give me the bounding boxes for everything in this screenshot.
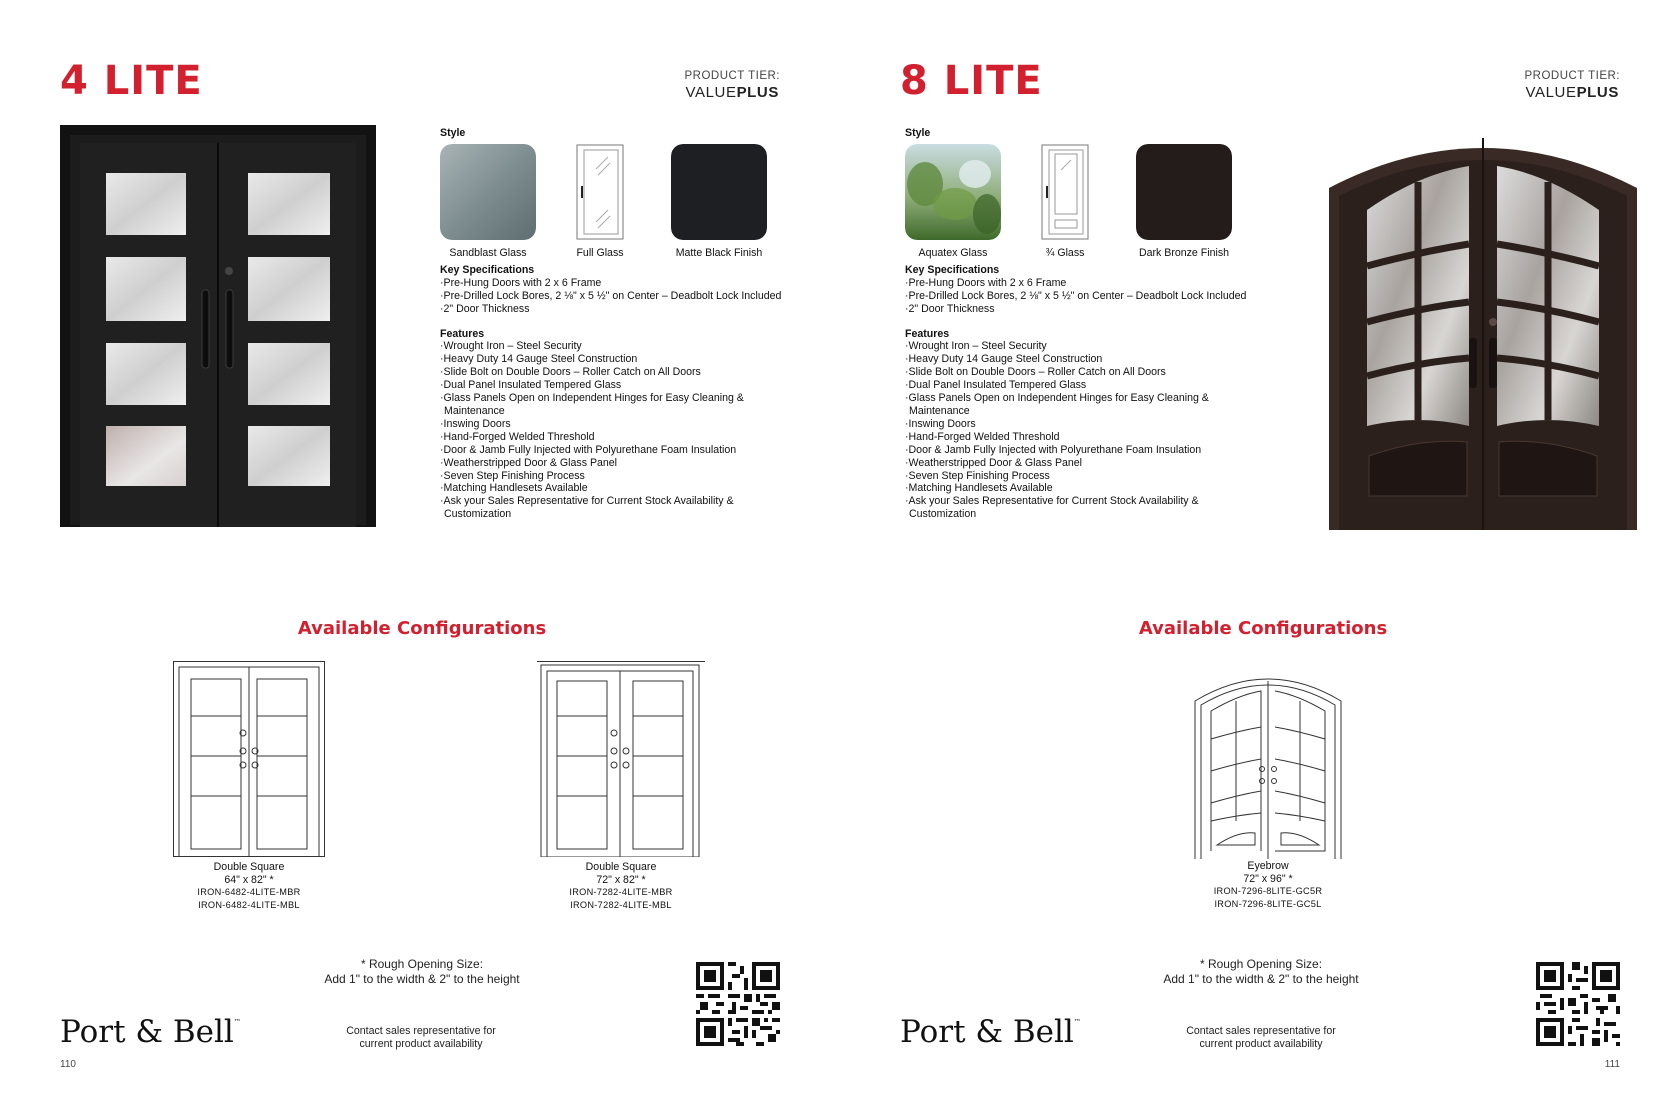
- config-size: 72" x 82" *: [596, 873, 646, 886]
- tier-label: PRODUCT TIER:: [684, 70, 780, 82]
- feature-item: · Weatherstripped Door & Glass Panel: [905, 457, 1265, 470]
- page-right: [840, 0, 1680, 1104]
- qr-code-icon[interactable]: [1536, 962, 1620, 1046]
- rough-line: * Rough Opening Size:: [1199, 957, 1323, 971]
- matte-black-finish-swatch: [671, 144, 767, 240]
- swatch-label: Aquatex Glass: [918, 246, 988, 259]
- feature-item: · Hand-Forged Welded Threshold: [440, 431, 800, 444]
- feature-item: · Matching Handlesets Available: [440, 482, 800, 495]
- door-photo: [1329, 126, 1637, 530]
- contact-note: [1136, 1025, 1386, 1050]
- feature-item: · Dual Panel Insulated Tempered Glass: [905, 379, 1265, 392]
- swatch-label: Sandblast Glass: [449, 246, 527, 259]
- feature-item: · Wrought Iron – Steel Security: [440, 340, 800, 353]
- sandblast-glass-swatch: [440, 144, 536, 240]
- brand-logo: [60, 1014, 241, 1050]
- config-name: Double Square: [213, 861, 285, 873]
- config-item: [526, 861, 716, 911]
- feature-item: · Slide Bolt on Double Doors – Roller Catch on All Doors: [905, 366, 1265, 379]
- style-heading: Style: [440, 127, 466, 139]
- spec-item: · Pre-Hung Doors with 2 x 6 Frame: [440, 277, 800, 290]
- tier-value-a: VALUE: [685, 84, 737, 101]
- brand-name: Port & Bell: [60, 1014, 234, 1050]
- spec-column: [905, 127, 1265, 521]
- config-item: [154, 861, 344, 911]
- style-swatches: [905, 144, 1265, 264]
- rough-opening-note: [272, 957, 572, 986]
- feature-item: · Door & Jamb Fully Injected with Polyurethane Foam Insulation: [905, 444, 1265, 457]
- feature-item: · Door & Jamb Fully Injected with Polyurethane Foam Insulation: [440, 444, 800, 457]
- config-code: IRON-7282-4LITE-MBL: [570, 899, 672, 910]
- swatch-three-quarter-glass: [1010, 144, 1120, 260]
- contact-line: Contact sales representative for: [1186, 1025, 1336, 1037]
- feature-item: · Heavy Duty 14 Gauge Steel Construction: [905, 353, 1265, 366]
- product-title: 4 LITE: [60, 58, 203, 104]
- spec-item: · 2" Door Thickness: [440, 303, 800, 316]
- feature-item: · Ask your Sales Representative for Current Stock Availability & Customization: [905, 495, 1265, 521]
- swatch-label: Dark Bronze Finish: [1138, 246, 1230, 259]
- feature-item: · Slide Bolt on Double Doors – Roller Catch on All Doors: [440, 366, 800, 379]
- features-list: [905, 340, 1265, 521]
- feature-item: · Dual Panel Insulated Tempered Glass: [440, 379, 800, 392]
- trademark: ™: [233, 1018, 241, 1026]
- configurations-heading: Available Configurations: [1138, 618, 1388, 639]
- style-swatches: [440, 144, 800, 264]
- config-code: IRON-7296-8LITE-GC5L: [1214, 898, 1322, 909]
- feature-item: · Weatherstripped Door & Glass Panel: [440, 457, 800, 470]
- style-heading: Style: [905, 127, 931, 139]
- contact-line: current product availability: [1199, 1037, 1323, 1050]
- dark-bronze-finish-swatch: [1136, 144, 1232, 240]
- three-quarter-glass-door-icon: [1041, 144, 1089, 240]
- feature-item: · Inswing Doors: [440, 418, 800, 431]
- trademark: ™: [1073, 1018, 1081, 1026]
- qr-code-icon[interactable]: [696, 962, 780, 1046]
- page-number: 110: [60, 1059, 76, 1070]
- door-photo: [60, 125, 376, 527]
- rough-line: Add 1" to the width & 2" to the height: [1163, 971, 1359, 986]
- swatch-aquatex: [898, 144, 1008, 260]
- aquatex-glass-swatch: [905, 144, 1001, 240]
- swatch-dark-bronze: [1129, 144, 1239, 260]
- swatch-sandblast: [433, 144, 543, 260]
- product-tier: [1524, 70, 1620, 101]
- config-code: IRON-7296-8LITE-GC5R: [1213, 886, 1323, 896]
- key-specs-heading: Key Specifications: [440, 263, 535, 276]
- spec-item: · Pre-Drilled Lock Bores, 2 ⅛" x 5 ½" on Center – Deadbolt Lock Included: [440, 290, 800, 303]
- features-list: [440, 340, 800, 521]
- swatch-full-glass: [545, 144, 655, 260]
- features-heading: Features: [440, 327, 485, 340]
- swatch-label: ¾ Glass: [1045, 246, 1085, 259]
- tier-value: [1524, 84, 1620, 101]
- spec-column: [440, 127, 800, 521]
- config-name: Eyebrow: [1247, 860, 1289, 872]
- product-title: 8 LITE: [900, 58, 1043, 104]
- tier-value-a: VALUE: [1525, 84, 1577, 101]
- swatch-matte-black: [664, 144, 774, 260]
- key-specs-heading: Key Specifications: [905, 263, 1000, 276]
- rough-opening-note: [1111, 957, 1411, 986]
- double-square-4lite-drawing: [173, 661, 325, 857]
- contact-note: [296, 1025, 546, 1050]
- feature-item: · Hand-Forged Welded Threshold: [905, 431, 1265, 444]
- feature-item: · Inswing Doors: [905, 418, 1265, 431]
- configurations-heading: Available Configurations: [297, 618, 547, 639]
- page-number: 111: [1604, 1059, 1620, 1070]
- rough-line: * Rough Opening Size:: [360, 957, 484, 971]
- spec-item: · 2" Door Thickness: [905, 303, 1265, 316]
- config-item: [1173, 860, 1363, 910]
- key-specs-list: [905, 277, 1265, 316]
- config-code: IRON-6482-4LITE-MBL: [198, 899, 300, 910]
- spec-item: · Pre-Hung Doors with 2 x 6 Frame: [905, 277, 1265, 290]
- swatch-label: Full Glass: [576, 246, 624, 259]
- key-specs-list: [440, 277, 800, 316]
- tier-label: PRODUCT TIER:: [1524, 70, 1620, 82]
- brand-name: Port & Bell: [900, 1014, 1074, 1050]
- rough-line: Add 1" to the width & 2" to the height: [324, 971, 520, 986]
- tier-value: [684, 84, 780, 101]
- swatch-label: Matte Black Finish: [675, 246, 763, 259]
- feature-item: · Glass Panels Open on Independent Hinges for Easy Cleaning & Maintenance: [440, 392, 800, 418]
- config-code: IRON-6482-4LITE-MBR: [197, 887, 301, 897]
- feature-item: · Matching Handlesets Available: [905, 482, 1265, 495]
- feature-item: · Seven Step Finishing Process: [905, 470, 1265, 483]
- contact-line: Contact sales representative for: [346, 1025, 496, 1037]
- tier-value-b: PLUS: [736, 84, 779, 101]
- config-size: 72" x 96" *: [1243, 872, 1293, 885]
- features-heading: Features: [905, 327, 950, 340]
- eyebrow-8lite-drawing: [1193, 671, 1343, 859]
- full-glass-door-icon: [576, 144, 624, 240]
- feature-item: · Ask your Sales Representative for Current Stock Availability & Customization: [440, 495, 800, 521]
- config-name: Double Square: [585, 861, 657, 873]
- feature-item: · Heavy Duty 14 Gauge Steel Construction: [440, 353, 800, 366]
- product-tier: [684, 70, 780, 101]
- config-size: 64" x 82" *: [224, 873, 274, 886]
- config-code: IRON-7282-4LITE-MBR: [569, 887, 673, 897]
- spec-item: · Pre-Drilled Lock Bores, 2 ⅛" x 5 ½" on Center – Deadbolt Lock Included: [905, 290, 1265, 303]
- brand-logo: [900, 1014, 1081, 1050]
- feature-item: · Glass Panels Open on Independent Hinges for Easy Cleaning & Maintenance: [905, 392, 1265, 418]
- feature-item: · Wrought Iron – Steel Security: [905, 340, 1265, 353]
- feature-item: · Seven Step Finishing Process: [440, 470, 800, 483]
- double-square-4lite-wide-drawing: [537, 661, 705, 857]
- tier-value-b: PLUS: [1576, 84, 1619, 101]
- contact-line: current product availability: [359, 1037, 483, 1050]
